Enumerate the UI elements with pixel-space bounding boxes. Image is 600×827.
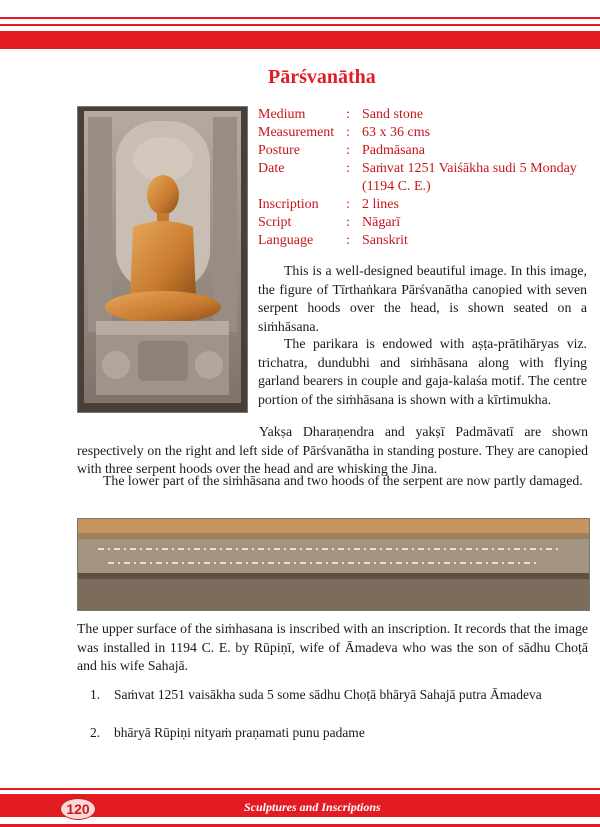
metadata-colon: :: [346, 107, 350, 122]
page-title: Pārśvanātha: [268, 66, 376, 88]
inscription-line-1: [90, 685, 588, 704]
metadata-colon: :: [346, 143, 350, 158]
metadata-value: 2 lines: [362, 197, 399, 212]
header-rule-thin: [0, 17, 600, 19]
paragraph-damage: The lower part of the siṁhāsana and two hoods of the serpent are now partly damaged.: [103, 473, 583, 488]
metadata-row: [258, 124, 597, 142]
metadata-key: Date: [258, 161, 285, 176]
metadata-key: Measurement: [258, 125, 335, 140]
metadata-table: [258, 106, 597, 250]
page-number: 120: [60, 798, 96, 820]
metadata-key: Script: [258, 215, 292, 230]
inscription-image: [78, 519, 589, 610]
metadata-row: [258, 232, 597, 250]
metadata-row: [258, 196, 597, 214]
inscription-line-2: [90, 723, 588, 742]
metadata-colon: :: [346, 125, 350, 140]
statue-image: [78, 107, 247, 412]
metadata-value: Padmāsana: [362, 143, 425, 158]
metadata-colon: :: [346, 161, 350, 176]
metadata-key: Medium: [258, 107, 306, 122]
metadata-key: Posture: [258, 143, 300, 158]
metadata-value: Saṁvat 1251 Vaiśākha sudi 5 Monday (1194 C. E.): [362, 161, 577, 194]
metadata-value: Nāgarī: [362, 215, 401, 230]
header-rule: [0, 24, 600, 26]
list-text: bhāryā Rūpiṇi nityaṁ praṇamati punu padame: [114, 725, 365, 740]
metadata-colon: :: [346, 197, 350, 212]
footer-rule: [0, 788, 600, 790]
running-title: Sculptures and Inscriptions: [244, 800, 381, 814]
header-band: [0, 31, 600, 49]
metadata-colon: :: [346, 215, 350, 230]
list-number: 1.: [90, 687, 101, 702]
metadata-key: Language: [258, 233, 314, 248]
paragraph-yaksa: Yakṣa Dharaṇendra and yakṣī Padmāvatī are shown respectively on the right and left side of Pārśvanātha in standing posture. They are canopied with three serpent hoods over the head and are whisking the Jina.: [77, 424, 588, 476]
metadata-row: [258, 214, 597, 232]
paragraph-parikara: The parikara is endowed with aṣṭa-prātihāryas viz. trichatra, dundubhi and siṁhāsana along with flying garland bearers in couple and gaja-kalaśa motif. The centre portion of the siṁhāsana is shown with a kīrtimukha.: [258, 336, 587, 407]
list-number: 2.: [90, 725, 101, 740]
metadata-key: Inscription: [258, 197, 319, 212]
statue-photo: [77, 106, 248, 413]
metadata-value: Sand stone: [362, 107, 424, 122]
metadata-colon: :: [346, 233, 350, 248]
paragraph-inscription: The upper surface of the siṁhasana is inscribed with an inscription. It records that the image was installed in 1194 C. E. by Rūpiṇī, wife of Āmadeva who was the son of sādhu Choṭā and his wife Sahajā.: [77, 621, 588, 673]
metadata-value: 63 x 36 cms: [362, 125, 431, 140]
metadata-row: [258, 106, 597, 124]
paragraph-description: This is a well-designed beautiful image. In this image, the figure of Tīrthaṅkara Pārśvanātha canopied with seven serpent hoods over the head, is shown seated on a siṁhāsana.: [258, 263, 587, 334]
metadata-row: [258, 142, 597, 160]
metadata-row: [258, 160, 597, 196]
inscription-photo: [77, 518, 590, 611]
metadata-value: Sanskrit: [362, 233, 408, 248]
list-text: Saṁvat 1251 vaisākha suda 5 some sādhu Choṭā bhāryā Sahajā putra Āmadeva: [114, 687, 542, 702]
